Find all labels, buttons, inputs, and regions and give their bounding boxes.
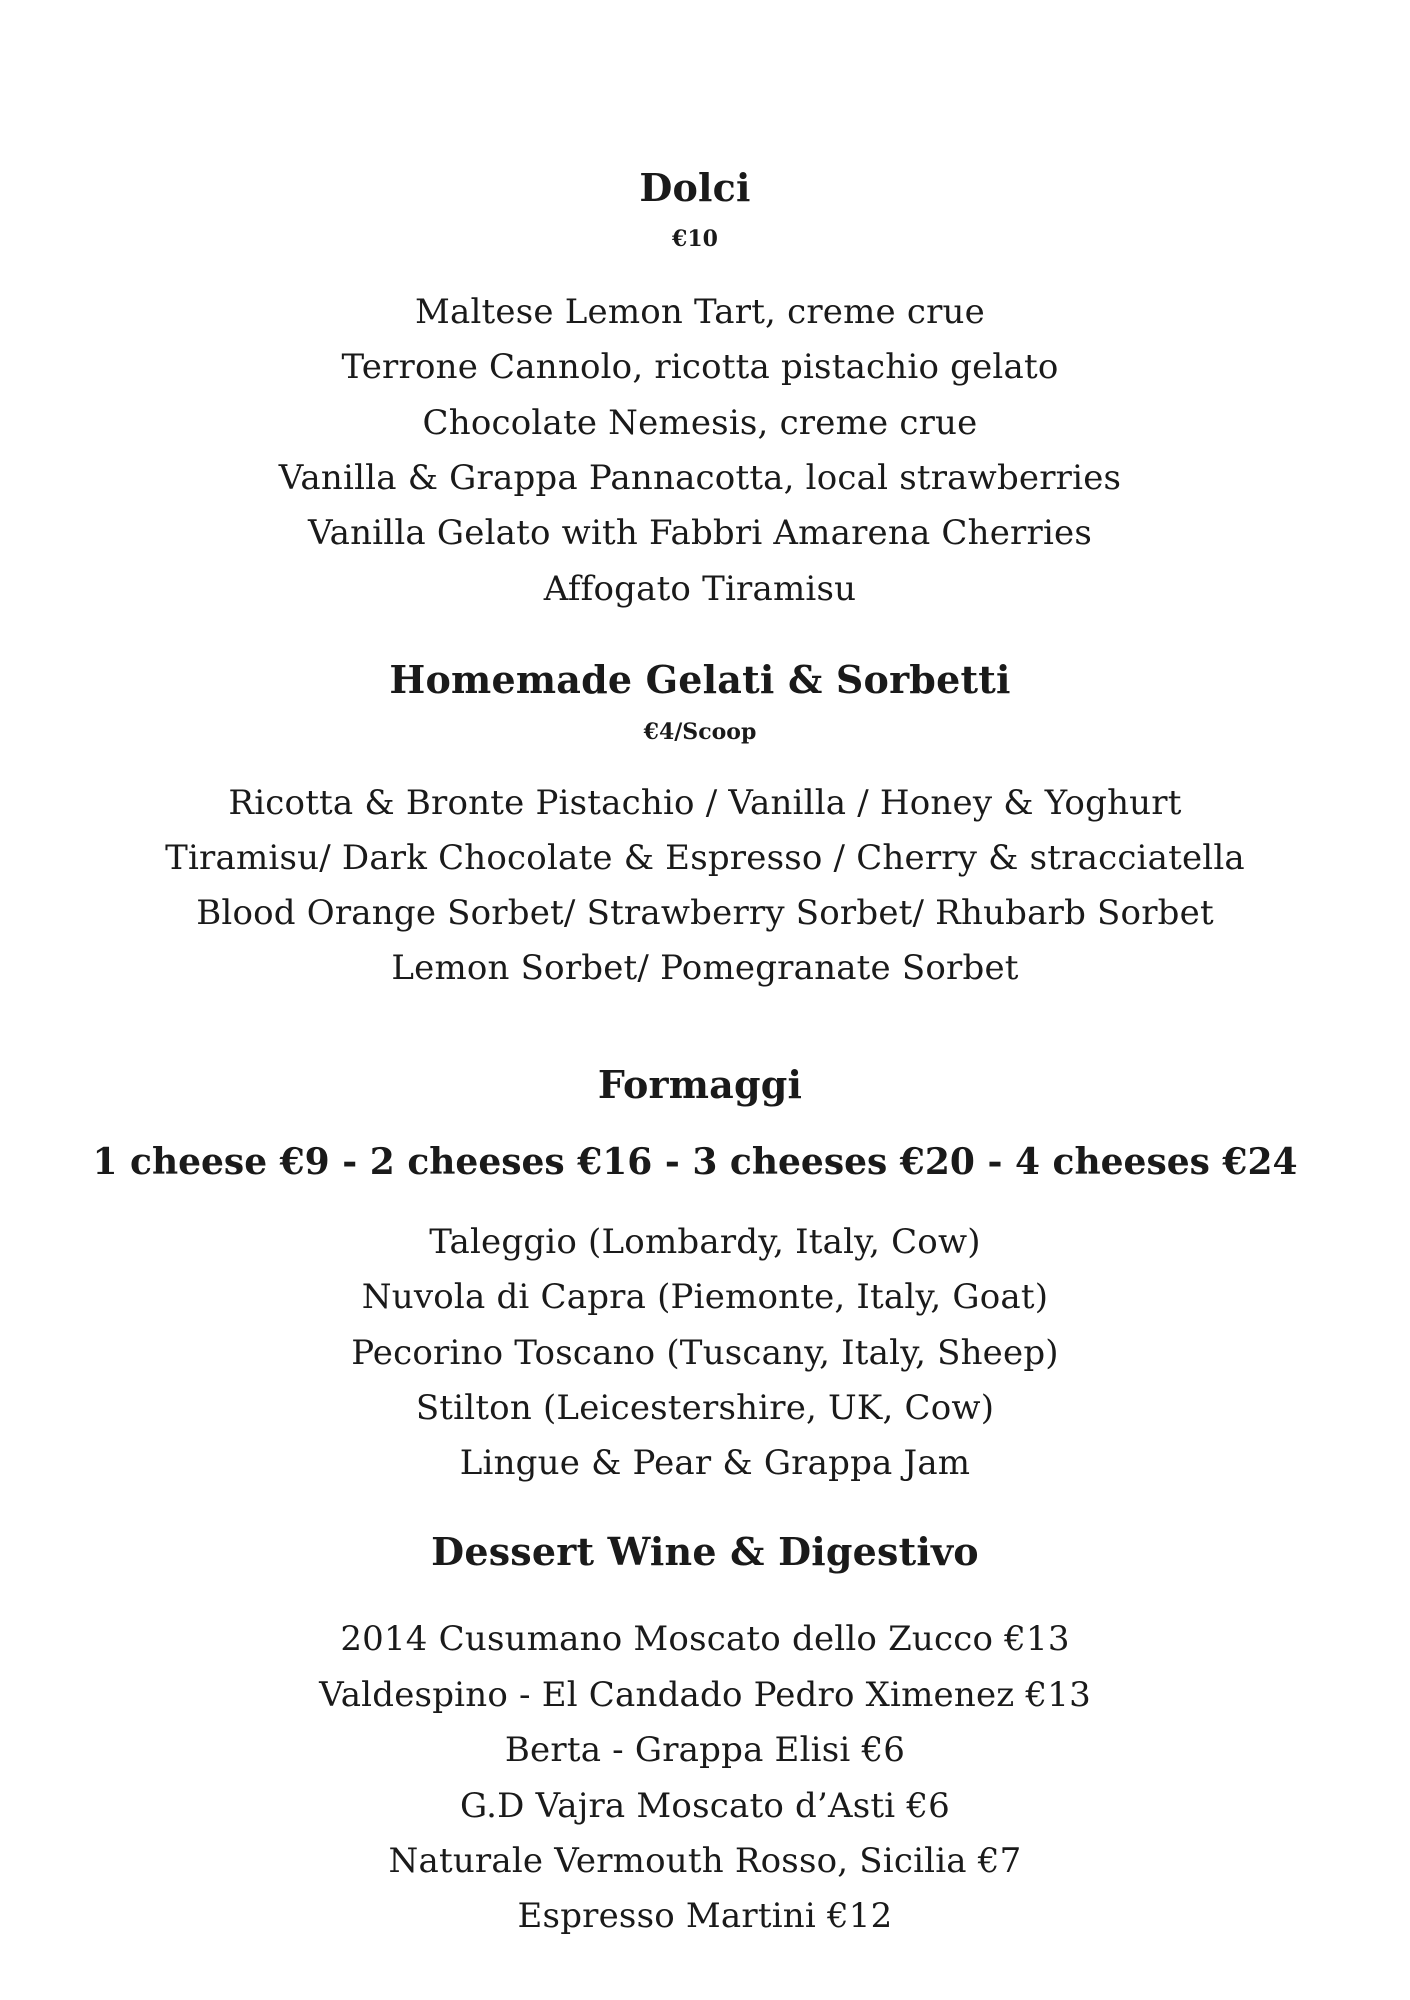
formaggi-title: Formaggi bbox=[597, 1062, 803, 1107]
wine-title: Dessert Wine & Digestivo bbox=[431, 1529, 979, 1574]
dolci-item: Terrone Cannolo, ricotta pistachio gelato bbox=[341, 347, 1059, 387]
formaggi-item: Pecorino Toscano (Tuscany, Italy, Sheep) bbox=[351, 1333, 1059, 1373]
formaggi-item: Stilton (Leicestershire, UK, Cow) bbox=[415, 1388, 995, 1428]
gelati-item: Tiramisu/ Dark Chocolate & Espresso / Cherry & stracciatella bbox=[165, 838, 1245, 878]
wine-item: Naturale Vermouth Rosso, Sicilia €7 bbox=[388, 1841, 1022, 1881]
gelati-item: Blood Orange Sorbet/ Strawberry Sorbet/ Rhubarb Sorbet bbox=[196, 893, 1214, 933]
dolci-item: Chocolate Nemesis, creme crue bbox=[422, 403, 978, 443]
formaggi-item: Lingue & Pear & Grappa Jam bbox=[459, 1443, 971, 1483]
wine-item: Espresso Martini €12 bbox=[517, 1896, 893, 1936]
dolci-item: Affogato Tiramisu bbox=[543, 569, 857, 609]
dolci-price: €10 bbox=[672, 226, 718, 252]
formaggi-item: Taleggio (Lombardy, Italy, Cow) bbox=[429, 1222, 981, 1262]
wine-item: Berta - Grappa Elisi €6 bbox=[504, 1730, 906, 1770]
dolci-item: Maltese Lemon Tart, creme crue bbox=[415, 292, 985, 332]
dolci-item: Vanilla & Grappa Pannacotta, local strawberries bbox=[278, 458, 1122, 498]
wine-item: 2014 Cusumano Moscato dello Zucco €13 bbox=[340, 1619, 1070, 1659]
gelati-item: Ricotta & Bronte Pistachio / Vanilla / Honey & Yoghurt bbox=[228, 783, 1182, 823]
wine-item: G.D Vajra Moscato d’Asti €6 bbox=[460, 1786, 950, 1826]
formaggi-item: Nuvola di Capra (Piemonte, Italy, Goat) bbox=[361, 1277, 1049, 1317]
formaggi-pricing: 1 cheese €9 - 2 cheeses €16 - 3 cheeses €20 - 4 cheeses €24 bbox=[92, 1141, 1298, 1183]
gelati-price: €4/Scoop bbox=[643, 719, 757, 745]
wine-item: Valdespino - El Candado Pedro Ximenez €13 bbox=[319, 1675, 1091, 1715]
dolci-item: Vanilla Gelato with Fabbri Amarena Cherries bbox=[307, 513, 1093, 553]
dolci-title: Dolci bbox=[639, 165, 751, 210]
gelati-title: Homemade Gelati & Sorbetti bbox=[389, 657, 1011, 702]
gelati-item: Lemon Sorbet/ Pomegranate Sorbet bbox=[391, 948, 1019, 988]
